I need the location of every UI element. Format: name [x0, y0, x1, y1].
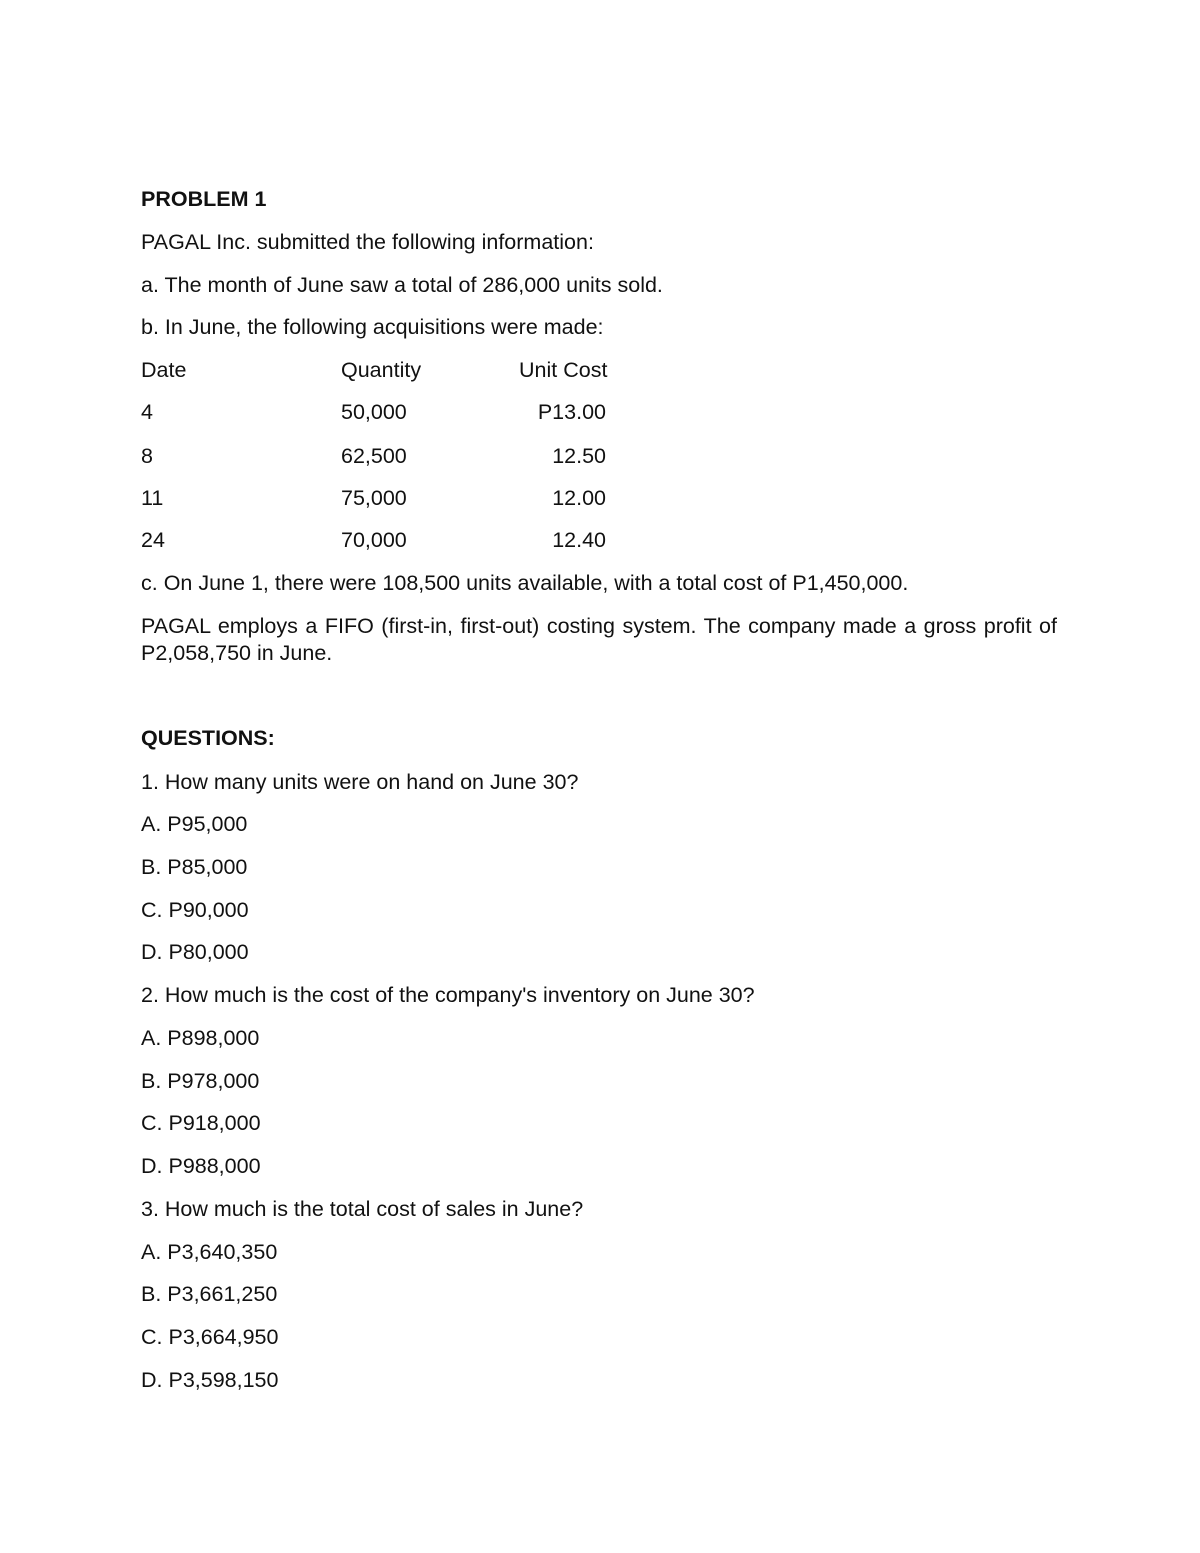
row-quantity: 50,000 — [341, 400, 407, 424]
answer-option: C. P918,000 — [141, 1111, 261, 1135]
answer-option: B. P85,000 — [141, 855, 248, 879]
row-date: 24 — [141, 528, 165, 552]
answer-option: D. P988,000 — [141, 1154, 261, 1178]
row-quantity: 75,000 — [341, 486, 407, 510]
answer-option: B. P978,000 — [141, 1069, 260, 1093]
answer-option: C. P3,664,950 — [141, 1325, 279, 1349]
answer-option: A. P95,000 — [141, 812, 248, 836]
intro-text: PAGAL Inc. submitted the following information: — [141, 230, 594, 254]
item-b: b. In June, the following acquisitions were made: — [141, 315, 604, 339]
question-text: 3. How much is the total cost of sales in June? — [141, 1197, 584, 1221]
question-text: 2. How much is the cost of the company's inventory on June 30? — [141, 983, 755, 1007]
answer-option: C. P90,000 — [141, 898, 249, 922]
question-text: 1. How many units were on hand on June 30? — [141, 770, 579, 794]
item-c: c. On June 1, there were 108,500 units available, with a total cost of P1,450,000. — [141, 571, 909, 595]
row-unit-cost: 12.40 — [552, 528, 606, 552]
row-unit-cost: 12.50 — [552, 444, 606, 468]
row-date: 8 — [141, 444, 153, 468]
answer-option: B. P3,661,250 — [141, 1282, 278, 1306]
row-unit-cost: P13.00 — [537, 400, 606, 424]
fifo-paragraph: PAGAL employs a FIFO (first-in, first-out) costing system. The company made a gross profit of P2,058,750 in June. — [141, 614, 1057, 665]
row-date: 11 — [141, 486, 164, 510]
questions-title: QUESTIONS: — [141, 726, 275, 750]
answer-option: D. P80,000 — [141, 940, 249, 964]
row-date: 4 — [141, 400, 153, 424]
row-quantity: 70,000 — [341, 528, 407, 552]
answer-option: A. P898,000 — [141, 1026, 260, 1050]
answer-option: D. P3,598,150 — [141, 1368, 279, 1392]
header-date: Date — [141, 358, 187, 382]
header-unit-cost: Unit Cost — [519, 358, 608, 382]
item-a: a. The month of June saw a total of 286,000 units sold. — [141, 273, 663, 297]
header-quantity: Quantity — [341, 358, 422, 382]
problem-title: PROBLEM 1 — [141, 187, 267, 211]
row-unit-cost: 12.00 — [552, 486, 606, 510]
answer-option: A. P3,640,350 — [141, 1240, 278, 1264]
row-quantity: 62,500 — [341, 444, 407, 468]
